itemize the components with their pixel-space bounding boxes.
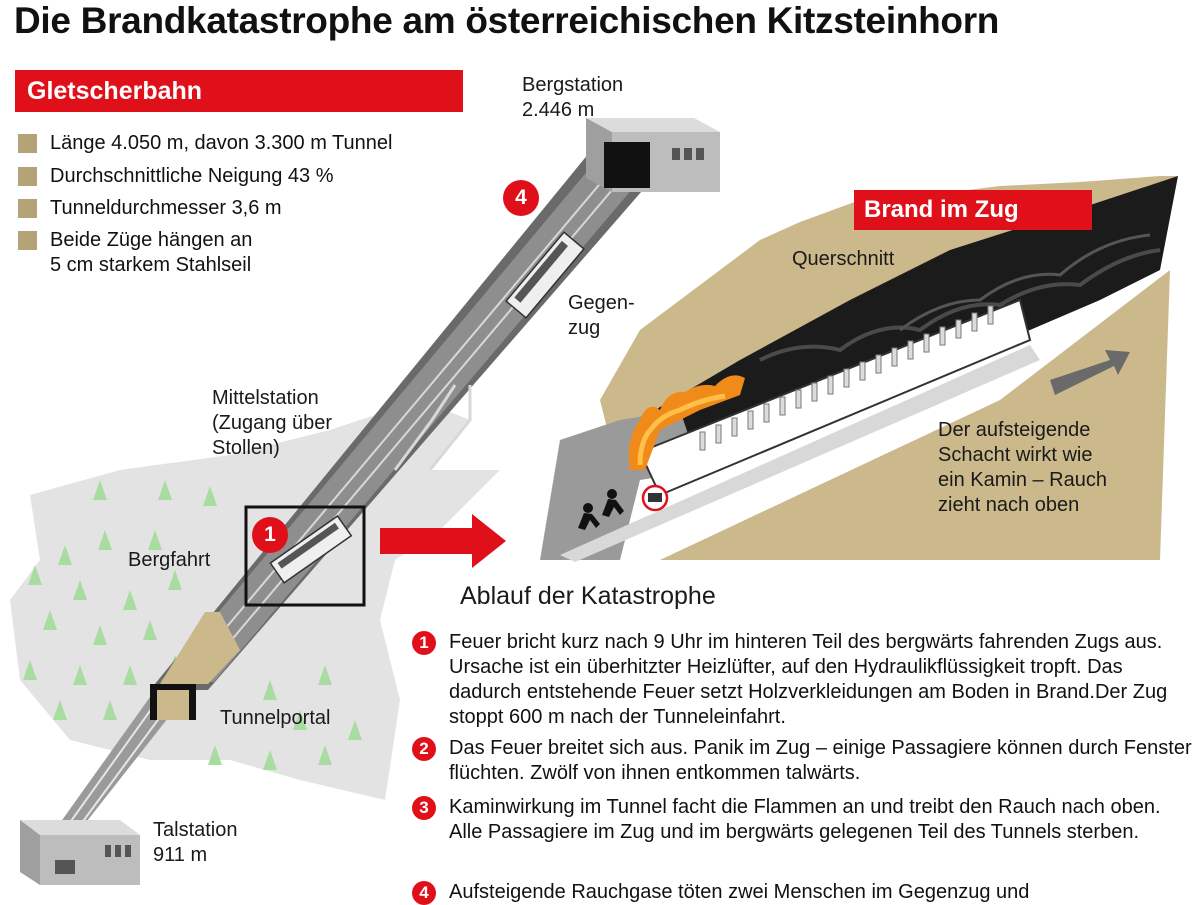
label-bergstation: Bergstation 2.446 m (522, 74, 624, 121)
facts-heading: Gletscherbahn (15, 70, 463, 112)
marker-4: 4 (503, 180, 539, 216)
page-title: Die Brandkatastrophe am österreichischen Kitzsteinhorn (14, 0, 1000, 41)
talstation-building (20, 820, 140, 885)
bergstation-building (586, 118, 720, 192)
label-querschnitt: Querschnitt (792, 248, 895, 270)
fact-swatch (18, 134, 37, 153)
fact-swatch (18, 199, 37, 218)
label-mittelstation: Mittelstation (Zugang über Stollen) (212, 387, 333, 459)
ablauf-title: Ablauf der Katastrophe (460, 582, 716, 610)
marker-1: 1 (252, 517, 288, 553)
label-tunnelportal: Tunnelportal (220, 707, 331, 729)
label-kamin: Der aufsteigende Schacht wirkt wie ein Kamin – Rauch zieht nach oben (938, 419, 1107, 516)
fire-heading: Brand im Zug (854, 190, 1092, 230)
label-gegenzug: Gegen- zug (568, 292, 635, 339)
label-talstation: Talstation 911 m (153, 819, 238, 866)
fact-swatch (18, 231, 37, 250)
label-bergfahrt: Bergfahrt (128, 549, 211, 571)
fact-swatch (18, 167, 37, 186)
